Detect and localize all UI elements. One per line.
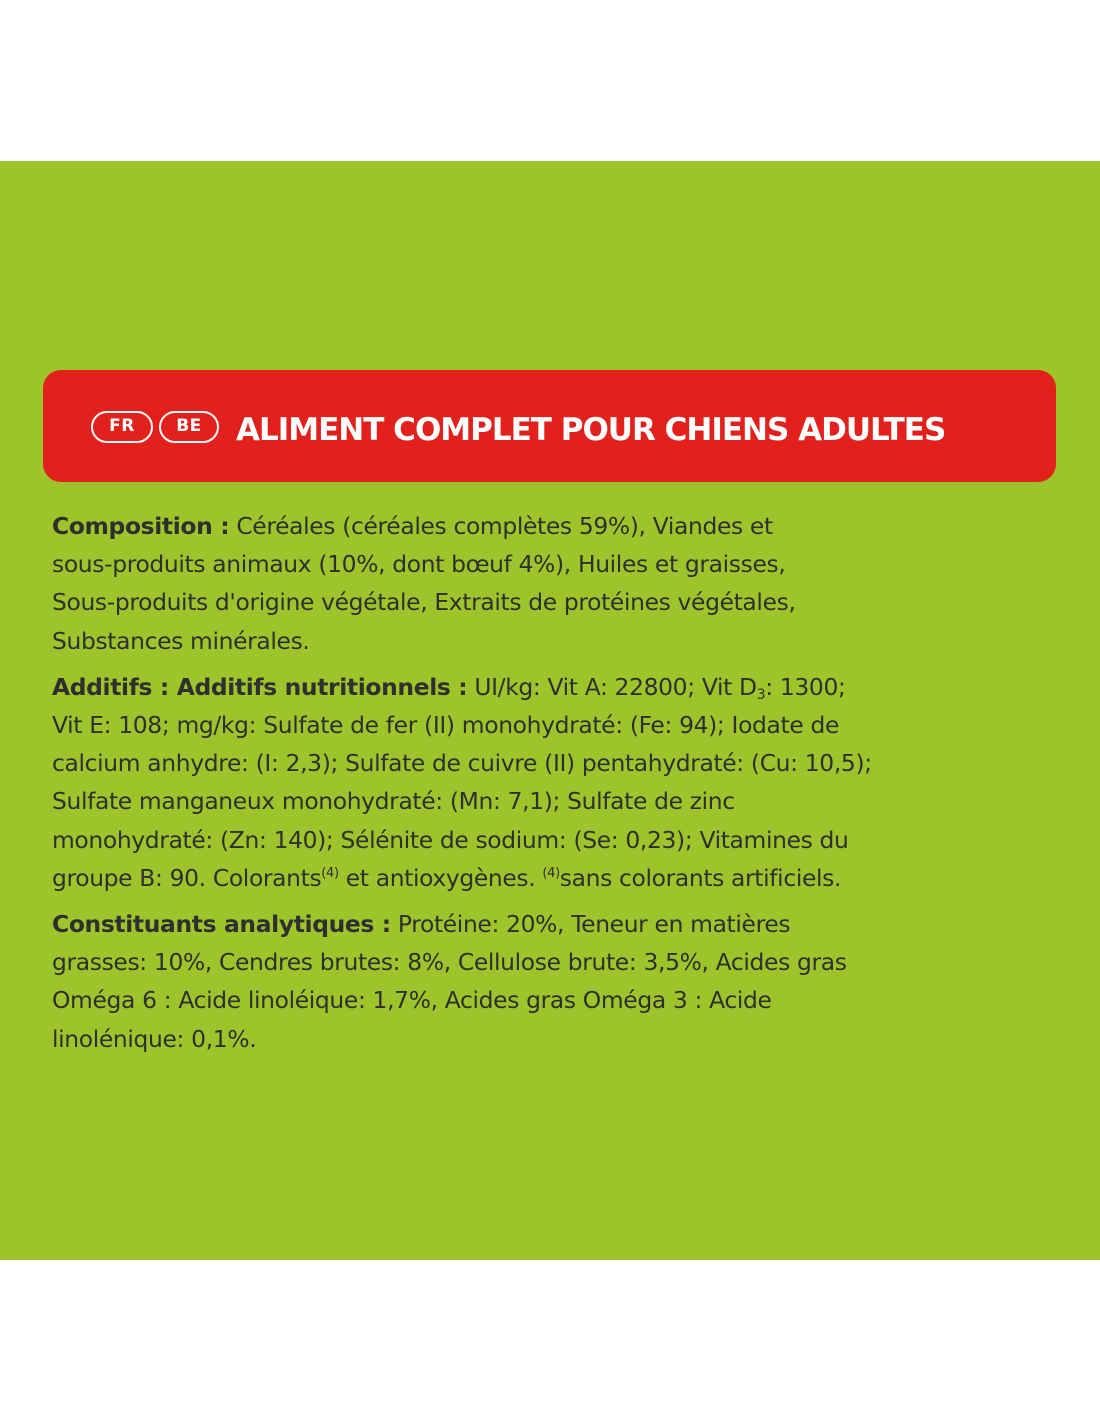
footnote-text: sans colorants artificiels. — [559, 863, 842, 892]
constituants-line: grasses: 10%, Cendres brutes: 8%, Cellulose brute: 3,5%, Acides gras — [52, 948, 847, 977]
composition-heading: Composition : — [52, 512, 230, 540]
additifs-line: Sulfate manganeux monohydraté: (Mn: 7,1); Sulfate de zinc — [52, 787, 735, 816]
additifs-line — [52, 859, 1052, 897]
label-content — [52, 507, 1052, 1066]
additifs-section — [52, 668, 1052, 897]
composition-section — [52, 507, 1052, 660]
composition-line: Substances minérales. — [52, 626, 310, 655]
additifs-text: et antioxygènes. — [338, 863, 543, 892]
country-badge-be: BE — [159, 411, 219, 443]
composition-text: Céréales (céréales complètes 59%), Viandes et — [229, 512, 773, 540]
composition-line — [52, 507, 1052, 545]
constituants-text: Protéine: 20%, Teneur en matières — [390, 910, 791, 939]
additifs-line — [52, 668, 1052, 706]
additifs-heading: Additifs : Additifs nutritionnels : — [52, 672, 468, 701]
banner-title: ALIMENT COMPLET POUR CHIENS ADULTES — [236, 412, 946, 448]
additifs-line: Vit E: 108; mg/kg: Sulfate de fer (II) monohydraté: (Fe: 94); Iodate de — [52, 711, 840, 740]
constituants-line: Oméga 6 : Acide linoléique: 1,7%, Acides gras Oméga 3 : Acide — [52, 986, 772, 1015]
constituants-line: linolénique: 0,1%. — [52, 1024, 257, 1053]
constituants-line — [52, 905, 1052, 943]
constituants-heading: Constituants analytiques : — [52, 910, 391, 939]
footnote-marker: (4) — [321, 865, 339, 881]
vitamin-d-subscript: 3 — [756, 686, 766, 703]
footnote-marker: (4) — [542, 865, 560, 881]
additifs-line: monohydraté: (Zn: 140); Sélénite de sodium: (Se: 0,23); Vitamines du — [52, 825, 849, 854]
additifs-line: calcium anhydre: (I: 2,3); Sulfate de cuivre (II) pentahydraté: (Cu: 10,5); — [52, 749, 872, 778]
composition-line: sous-produits animaux (10%, dont bœuf 4%), Huiles et graisses, — [52, 550, 786, 579]
additifs-text: : 1300; — [765, 672, 846, 701]
additifs-text: groupe B: 90. Colorants — [52, 863, 322, 892]
composition-line: Sous-produits d'origine végétale, Extraits de protéines végétales, — [52, 588, 796, 617]
country-badge-fr: FR — [91, 411, 153, 443]
additifs-text: UI/kg: Vit A: 22800; Vit D — [467, 672, 757, 701]
constituants-section — [52, 905, 1052, 1058]
